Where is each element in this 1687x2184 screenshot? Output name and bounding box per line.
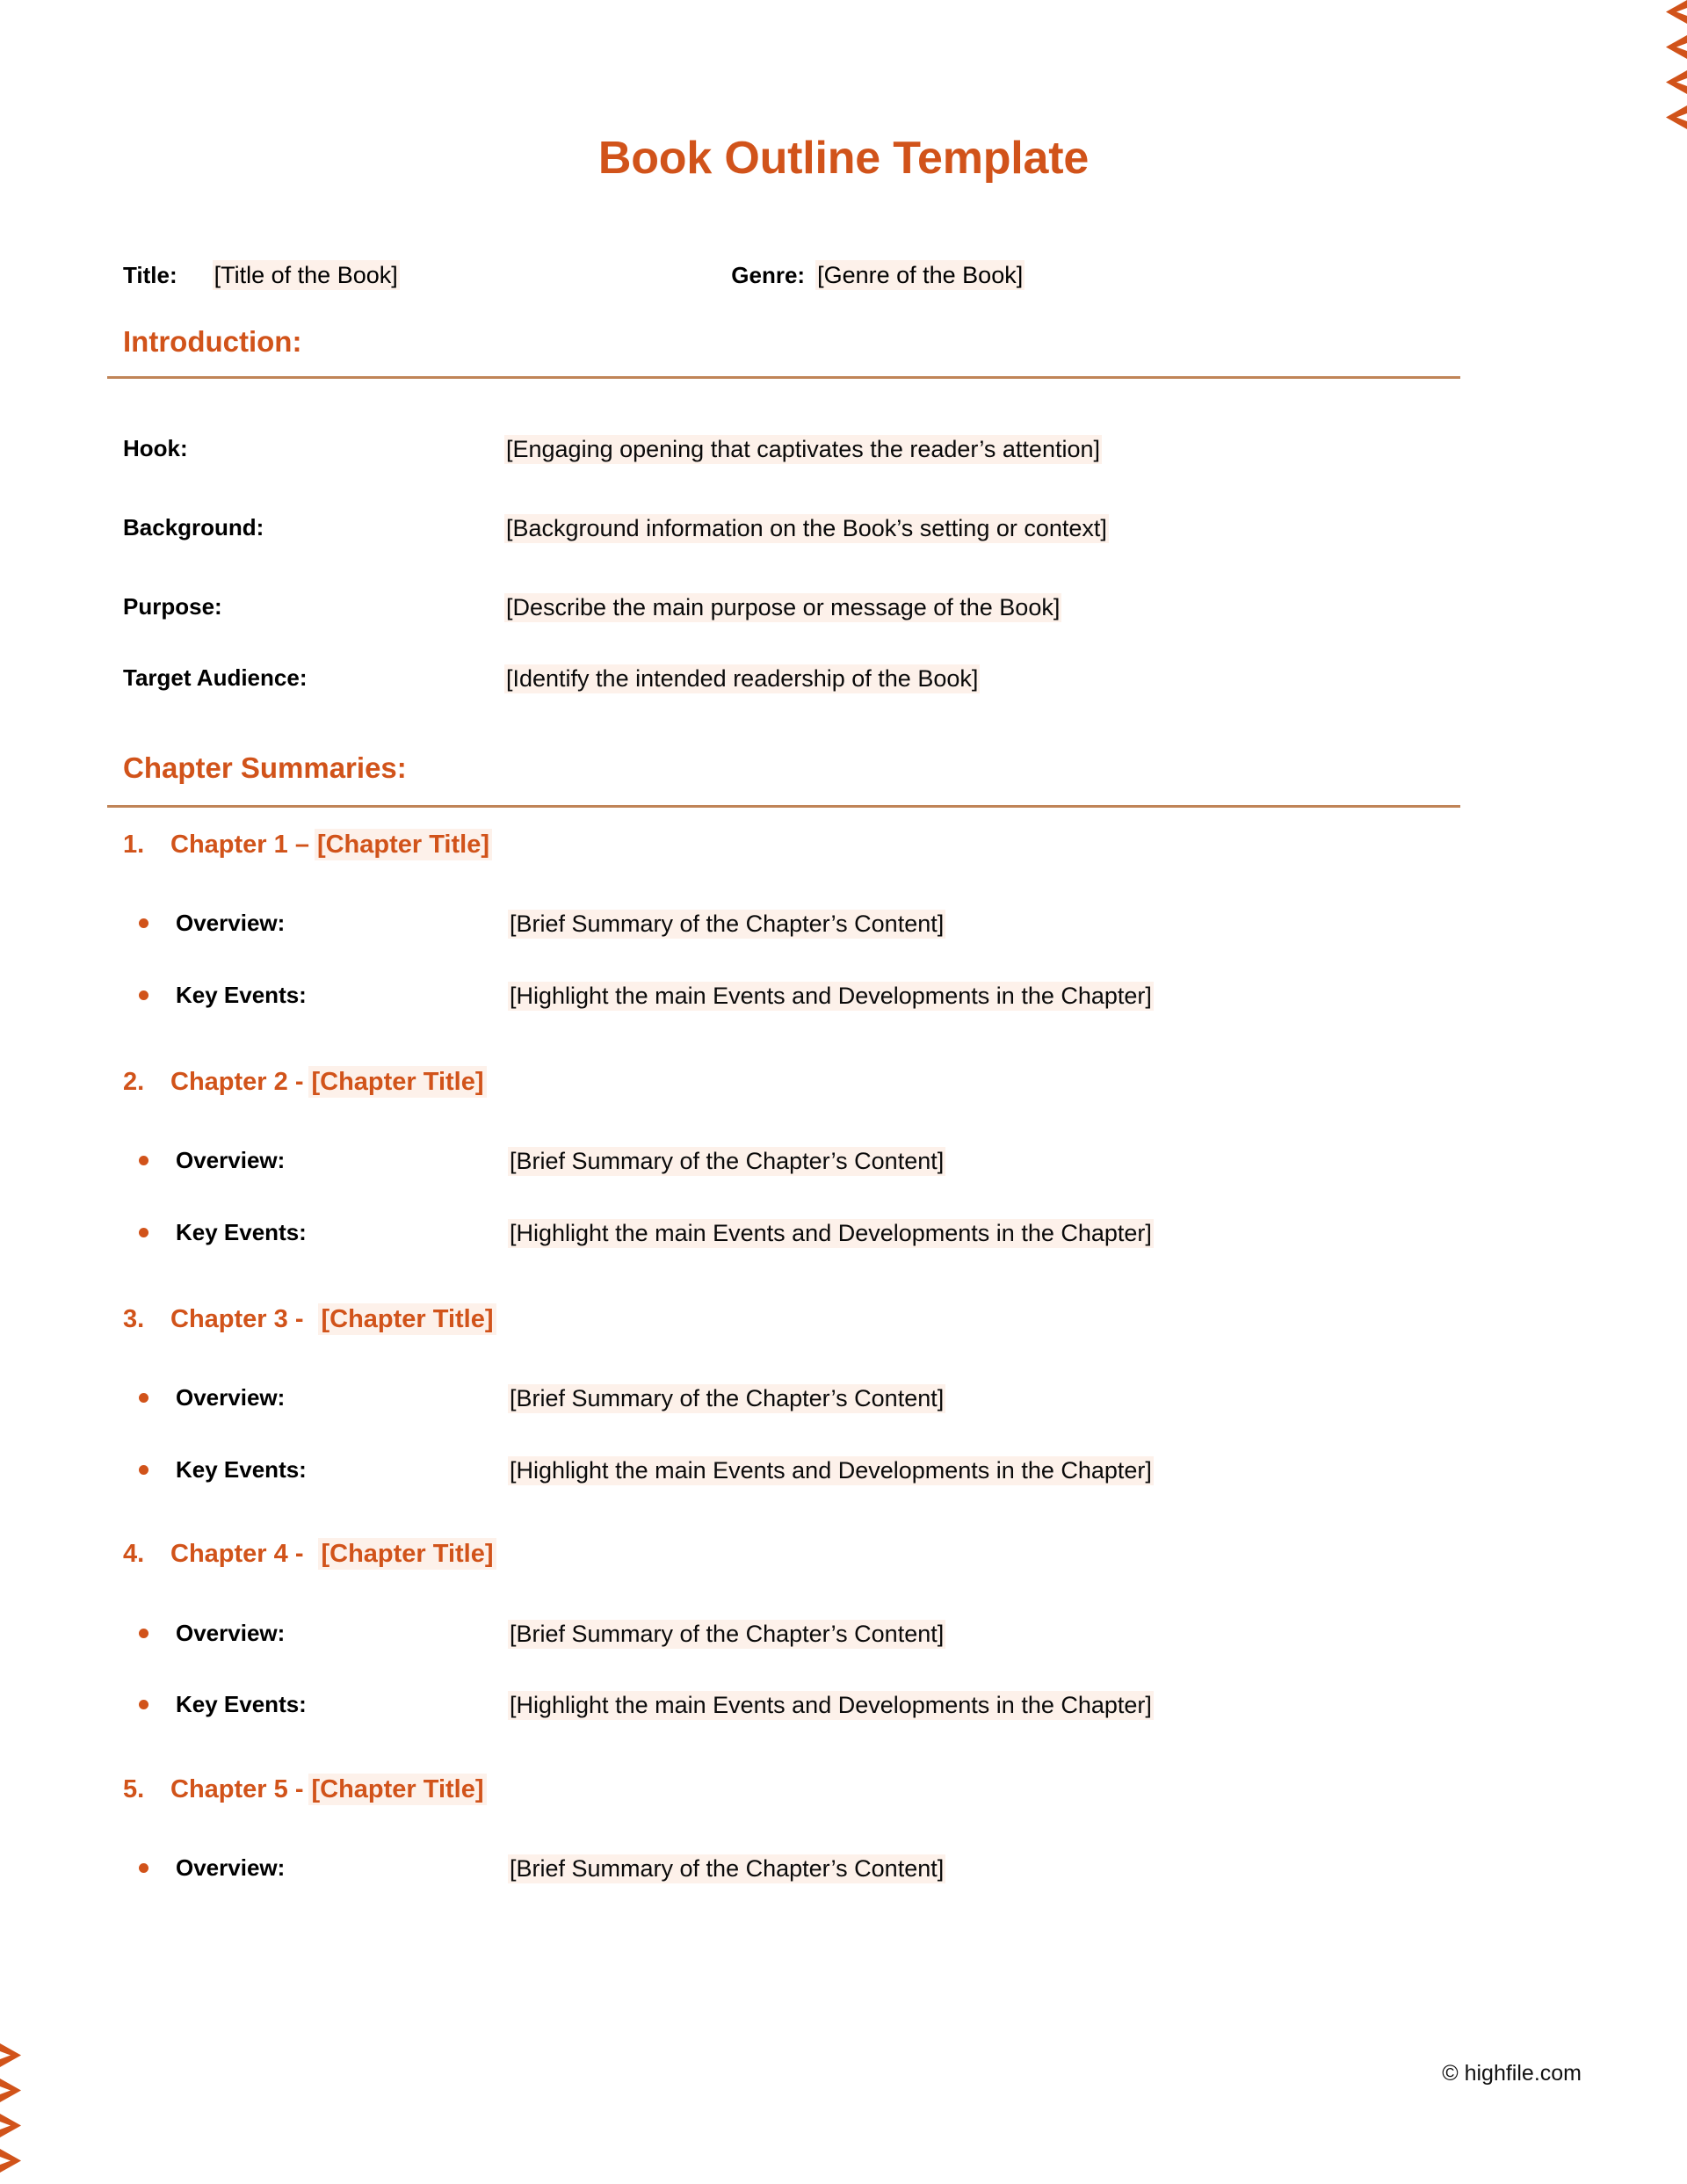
bullet-value[interactable]: [Highlight the main Events and Developments in the Chapter] — [510, 1220, 1152, 1246]
chapter-bullet-key-events — [139, 1219, 1457, 1248]
chapter-title-placeholder[interactable]: [Chapter Title] — [318, 1303, 496, 1335]
intro-row-target-audience — [123, 664, 1459, 693]
bullet-label: Key Events: — [176, 1691, 307, 1717]
right-chevron-icon — [0, 2114, 40, 2137]
bullet-label: Overview: — [176, 1384, 286, 1411]
title-label: Title: — [123, 262, 177, 288]
intro-label-purpose: Purpose: — [123, 593, 222, 620]
chapter-heading — [123, 1540, 1459, 1569]
chapter-bullet-key-events — [139, 1691, 1457, 1720]
chapter-bullet-overview — [139, 910, 1457, 939]
document-meta-row — [123, 262, 1582, 289]
bullet-value[interactable]: [Highlight the main Events and Developments in the Chapter] — [510, 1692, 1152, 1718]
chapter-bullet-overview — [139, 1854, 1457, 1883]
genre-field — [731, 262, 1025, 289]
chapter-title-placeholder[interactable]: [Chapter Title] — [308, 1066, 486, 1098]
chapter-bullet-key-events — [139, 1456, 1457, 1485]
chapter-name: Chapter 2 - — [170, 1068, 304, 1096]
genre-value[interactable]: [Genre of the Book] — [817, 262, 1024, 288]
chapter-title-placeholder[interactable]: [Chapter Title] — [308, 1774, 486, 1805]
bullet-dot-icon — [139, 1465, 148, 1475]
bullet-label: Overview: — [176, 1147, 286, 1173]
bullet-value[interactable]: [Brief Summary of the Chapter’s Content] — [510, 1385, 945, 1411]
page-title: Book Outline Template — [597, 133, 1090, 184]
section-divider-introduction — [107, 376, 1460, 379]
bullet-label: Key Events: — [176, 1219, 307, 1245]
bullet-dot-icon — [139, 1863, 148, 1873]
left-chevron-icon — [1647, 70, 1687, 94]
bullet-value[interactable]: [Brief Summary of the Chapter’s Content] — [510, 1148, 945, 1174]
bullet-dot-icon — [139, 990, 148, 1000]
decorative-chevrons-top-right — [1647, 0, 1687, 141]
bullet-dot-icon — [139, 1700, 148, 1709]
bullet-value[interactable]: [Brief Summary of the Chapter’s Content] — [510, 911, 945, 937]
title-field — [123, 262, 400, 289]
bullet-dot-icon — [139, 1228, 148, 1237]
intro-value-purpose[interactable]: [Describe the main purpose or message of the Book] — [506, 594, 1061, 620]
intro-value-hook[interactable]: [Engaging opening that captivates the reader’s attention] — [506, 436, 1100, 462]
chapter-name: Chapter 3 - — [170, 1305, 304, 1333]
intro-value-target-audience[interactable]: [Identify the intended readership of the Book] — [506, 665, 979, 692]
intro-label-background: Background: — [123, 514, 264, 541]
chapter-name: Chapter 4 - — [170, 1540, 304, 1568]
intro-row-hook — [123, 435, 1459, 464]
bullet-value[interactable]: [Highlight the main Events and Developments in the Chapter] — [510, 983, 1152, 1009]
bullet-value[interactable]: [Brief Summary of the Chapter’s Content] — [510, 1621, 945, 1647]
intro-label-hook: Hook: — [123, 435, 188, 461]
bullet-label: Overview: — [176, 910, 286, 936]
section-heading-chapter-summaries: Chapter Summaries: — [123, 751, 407, 784]
left-chevron-icon — [1647, 0, 1687, 24]
chapter-title-placeholder[interactable]: [Chapter Title] — [315, 829, 492, 860]
bullet-dot-icon — [139, 1156, 148, 1165]
chapter-number: 5. — [123, 1775, 145, 1803]
chapter-name: Chapter 5 - — [170, 1775, 304, 1803]
intro-row-purpose — [123, 593, 1459, 622]
intro-row-background — [123, 514, 1459, 543]
bullet-dot-icon — [139, 1629, 148, 1638]
bullet-label: Overview: — [176, 1854, 286, 1881]
bullet-value[interactable]: [Brief Summary of the Chapter’s Content] — [510, 1855, 945, 1882]
chapter-name: Chapter 1 – — [170, 831, 309, 859]
bullet-dot-icon — [139, 918, 148, 928]
bullet-value[interactable]: [Highlight the main Events and Developments in the Chapter] — [510, 1457, 1152, 1484]
chapter-heading — [123, 1068, 1459, 1097]
chapter-heading — [123, 1305, 1459, 1334]
chapter-title-placeholder[interactable]: [Chapter Title] — [318, 1538, 496, 1570]
chapter-number: 2. — [123, 1068, 145, 1096]
chapter-bullet-overview — [139, 1384, 1457, 1413]
intro-label-target-audience: Target Audience: — [123, 664, 308, 691]
title-value[interactable]: [Title of the Book] — [214, 262, 398, 288]
left-chevron-icon — [1647, 105, 1687, 129]
bullet-label: Key Events: — [176, 1456, 307, 1483]
bullet-label: Key Events: — [176, 982, 307, 1008]
chapter-bullet-overview — [139, 1147, 1457, 1176]
chapter-number: 3. — [123, 1305, 145, 1333]
right-chevron-icon — [0, 2149, 40, 2173]
chapter-number: 1. — [123, 831, 145, 859]
left-chevron-icon — [1647, 35, 1687, 59]
bullet-label: Overview: — [176, 1620, 286, 1646]
footer-copyright: © highfile.com — [1442, 2061, 1582, 2086]
bullet-dot-icon — [139, 1393, 148, 1403]
chapter-bullet-overview — [139, 1620, 1457, 1649]
chapter-number: 4. — [123, 1540, 145, 1568]
section-heading-introduction: Introduction: — [123, 325, 302, 358]
intro-value-background[interactable]: [Background information on the Book’s setting or context] — [506, 515, 1107, 541]
chapter-bullet-key-events — [139, 982, 1457, 1011]
section-divider-chapter-summaries — [107, 805, 1460, 808]
chapter-heading — [123, 1775, 1459, 1804]
genre-label: Genre: — [731, 262, 806, 288]
chapter-heading — [123, 831, 1459, 860]
